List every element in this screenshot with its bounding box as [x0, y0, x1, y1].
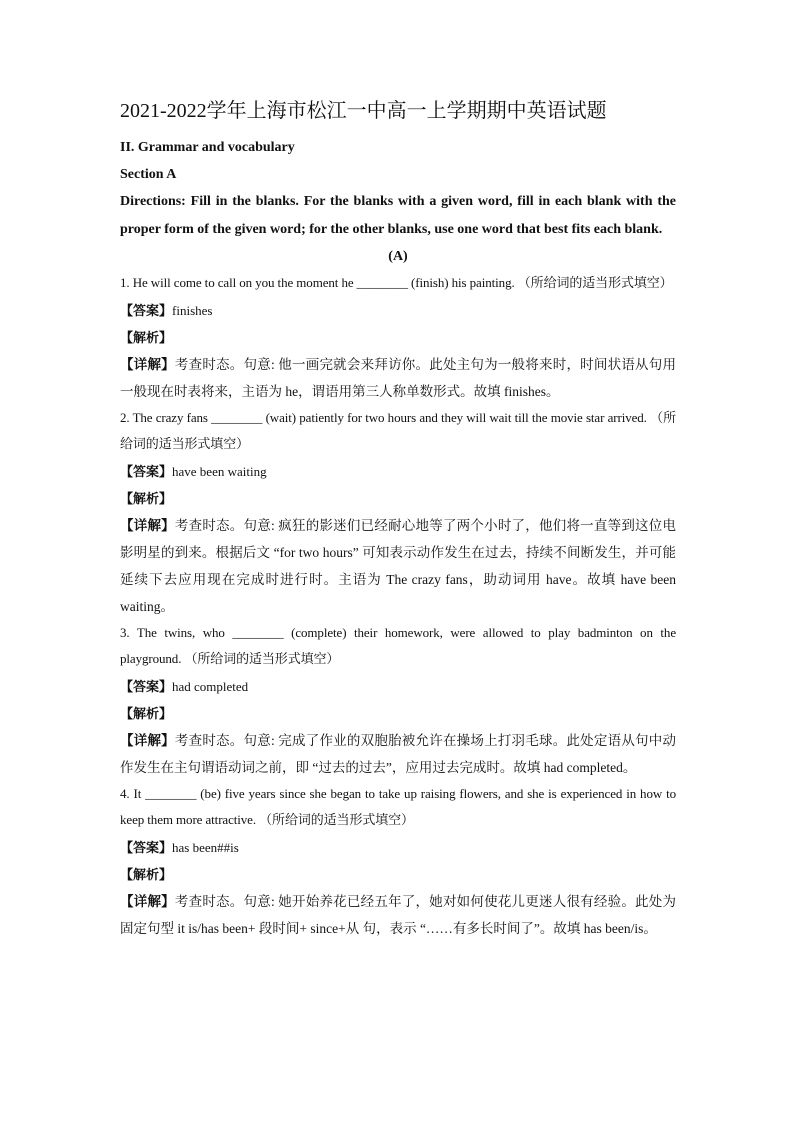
directions-text: Directions: Fill in the blanks. For the blanks with a given word, fill in each blank with the proper form of the given word; for the other blanks, use one word that best fits each blank. — [120, 194, 676, 237]
detail-line — [120, 351, 676, 405]
section-subheading: Section A — [120, 167, 177, 182]
analysis-label: 【解析】 — [120, 490, 173, 506]
part-label: (A) — [388, 249, 408, 264]
detail-label: 【详解】 — [120, 732, 175, 748]
analysis-label: 【解析】 — [120, 866, 173, 882]
answer-label: 【答案】 — [120, 678, 173, 694]
question-block — [120, 620, 676, 781]
analysis-label: 【解析】 — [120, 329, 173, 345]
answer-label: 【答案】 — [120, 839, 173, 855]
analysis-label: 【解析】 — [120, 705, 173, 721]
question-stem: 4. It ________ (be) five years since she began to take up raising flowers, and she is experienced in how to keep them more attractive. （所给词的适当形式填空） — [120, 785, 676, 827]
detail-line — [120, 512, 676, 620]
detail-label: 【详解】 — [120, 517, 175, 533]
answer-label: 【答案】 — [120, 463, 173, 479]
question-block — [120, 270, 676, 405]
answer-line — [120, 673, 676, 700]
analysis-line — [120, 485, 676, 512]
answer-line — [120, 297, 676, 324]
answer-label: 【答案】 — [120, 302, 173, 318]
detail-line — [120, 888, 676, 942]
section-heading: II. Grammar and vocabulary — [120, 140, 295, 155]
detail-text: 考查时态。句意: 完成了作业的双胞胎被允许在操场上打羽毛球。此处定语从句中动作发生在主句谓语动词之前，即 “过去的过去”，应用过去完成时。故填 had completed。 — [120, 732, 677, 775]
question-block — [120, 781, 676, 942]
question-stem: 2. The crazy fans ________ (wait) patiently for two hours and they will wait till the movie star arrived. （所给词的适当形式填空） — [120, 409, 676, 451]
answer-value: finishes — [172, 302, 213, 318]
answer-value: has been##is — [172, 839, 239, 855]
document-title: 2021-2022学年上海市松江一中高一上学期期中英语试题 — [120, 100, 607, 122]
detail-line — [120, 727, 676, 781]
detail-label: 【详解】 — [120, 893, 175, 909]
detail-text: 考查时态。句意: 疯狂的影迷们已经耐心地等了两个小时了，他们将一直等到这位电影明星的到来。根据后文 “for two hours” 可知表示动作发生在过去，持续不间断发生，并可能延续下去应用现在完成时进行时。主语为 The crazy fans，助动词用 have。故填 have been waiting。 — [120, 517, 677, 614]
analysis-line — [120, 861, 676, 888]
question-block — [120, 405, 676, 620]
question-stem: 1. He will come to call on you the moment he ________ (finish) his painting. （所给词的适当形式填空） — [120, 275, 673, 290]
analysis-line — [120, 700, 676, 727]
question-stem: 3. The twins, who ________ (complete) their homework, were allowed to play badminton on the playground. （所给词的适当形式填空） — [120, 624, 676, 666]
answer-value: have been waiting — [172, 463, 267, 479]
detail-label: 【详解】 — [120, 356, 175, 372]
answer-value: had completed — [172, 678, 249, 694]
answer-line — [120, 458, 676, 485]
answer-line — [120, 834, 676, 861]
analysis-line — [120, 324, 676, 351]
detail-text: 考查时态。句意: 他一画完就会来拜访你。此处主句为一般将来时，时间状语从句用一般现在时表将来，主语为 he，谓语用第三人称单数形式。故填 finishes。 — [120, 356, 677, 399]
document-body — [120, 134, 676, 942]
detail-text: 考查时态。句意: 她开始养花已经五年了，她对如何使花儿更迷人很有经验。此处为固定句型 it is/has been+ 段时间+ since+从 句，表示 “……有多长时间了”。故填 has been/is。 — [120, 893, 677, 936]
